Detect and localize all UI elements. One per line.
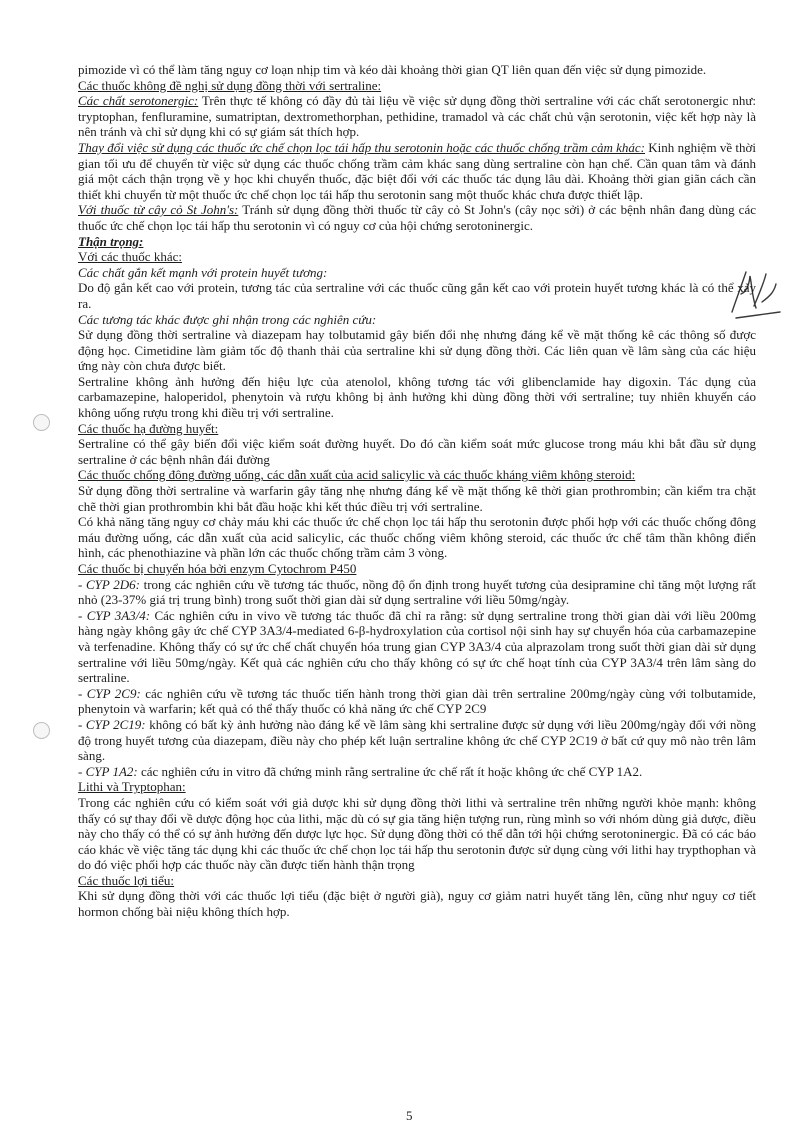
paragraph	[78, 249, 756, 265]
styled-text-segment: CYP 1A2:	[85, 763, 138, 779]
paragraph	[78, 436, 756, 467]
styled-text-segment: Các thuốc lợi tiểu:	[78, 872, 175, 888]
paragraph	[78, 93, 756, 140]
text-segment: pimozide vì có thể làm tăng nguy cơ loạn nhịp tim và kéo dài khoảng thời gian QT liên quan đến việc sử dụng pimozide.	[78, 62, 707, 77]
paragraph	[78, 873, 756, 889]
styled-text-segment: Lithi và Tryptophan:	[78, 779, 186, 795]
paragraph	[78, 280, 756, 311]
text-segment: Tránh sử dụng đồng thời thuốc từ cây cỏ St John's (cây nọc sởi) ở các bệnh nhân đang dùng các thuốc ức chế chọn lọc tái hấp thu serotonin vì có nguy cơ của hội chứng serotoninergic.	[78, 202, 756, 233]
paragraph	[78, 717, 756, 764]
text-segment: không có bất kỳ ảnh hưởng nào đáng kể về lâm sàng khi sertraline được sử dụng với liều 200mg/ngày đối với nồng độ trong huyết tương của diazepam, điều này cho phép kết luận sertraline không ức chế CYP 2C19 ở bất cứ quy mô nào trên lâm sàng.	[78, 716, 756, 764]
paragraph	[78, 779, 756, 795]
document-body	[78, 62, 756, 920]
text-segment: Các nghiên cứu in vivo về tương tác thuốc đã chỉ ra rằng: sử dụng sertraline trong thời gian dài với liều 200mg hàng ngày không gây ức chế CYP 3A3/4-mediated 6-β-hydroxylation của cortisol nội sinh hay sự chuyển hóa của carbamazepine và terfenadine. Không thấy có sự ức chế chất chuyển hóa trung gian CYP 3A3/4 của alprazolam trong suốt thời gian dài sử dụng sertraline với liều 50mg/ngày. Kết quả các nghiên cứu cho thấy không có sự ức chế hoạt tính của CYP 3A3/4 trên lâm sàng do sertraline.	[78, 607, 756, 686]
text-segment: Do độ gắn kết cao với protein, tương tác của sertraline với các thuốc cũng gắn kết cao với protein huyết tương khác là có thể xảy ra.	[78, 280, 756, 311]
paragraph	[78, 374, 756, 421]
paragraph	[78, 327, 756, 374]
paragraph	[78, 78, 756, 94]
styled-text-segment: Các tương tác khác được ghi nhận trong các nghiên cứu:	[78, 311, 377, 327]
paragraph	[78, 686, 756, 717]
styled-text-segment: CYP 2C19:	[85, 716, 146, 732]
paragraph	[78, 234, 756, 250]
punch-hole-bottom	[33, 722, 50, 739]
styled-text-segment: Các thuốc bị chuyển hóa bởi enzym Cytochrom P450	[78, 561, 357, 576]
text-segment: Sử dụng đồng thời sertraline và warfarin gây tăng nhẹ nhưng đáng kể về mặt thống kê thời gian prothrombin; cần kiểm tra chặt chẽ thời gian prothrombin khi bắt đầu hoặc khi kết thúc điều trị với sertraline.	[78, 483, 756, 514]
text-segment: Sertraline có thể gây biến đổi việc kiểm soát đường huyết. Do đó cần kiểm soát mức glucose trong máu khi bắt đầu sử dụng sertraline ở các bệnh nhân đái đường	[78, 436, 756, 467]
styled-text-segment: Thay đổi việc sử dụng các thuốc ức chế chọn lọc tái hấp thu serotonin hoặc các thuốc chống trầm cảm khác:	[78, 139, 646, 155]
text-segment: Trong các nghiên cứu có kiểm soát với giả dược khi sử dụng đồng thời lithi và sertraline trên những người khỏe mạnh: không thấy có sự thay đổi về dược động học của lithi, mặc dù có sự gia tăng hiện tượng run, rùng mình so với nhóm dùng giả dược, điều này cho thấy có thể có sự ảnh hưởng đến dược lực học. Sử dụng đồng thời có thể dẫn tới hội chứng serotoninergic. Đã có các báo cáo khác về việc tăng tác dụng khi các thuốc ức chế chọn lọc tái hấp thu serotonin được sử dụng cùng với lithi hay trypthophan và do đó việc phối hợp các thuốc này cần được tiến hành thận trọng	[78, 794, 756, 873]
text-segment: Sertraline không ảnh hưởng đến hiệu lực của atenolol, không tương tác với glibenclamide hay digoxin. Tác dụng của carbamazepine, haloperidol, phenytoin và rượu không bị ảnh hưởng khi dùng đồng thời với sertraline; tuy nhiên khuyến cáo không uống rượu trong khi điều trị với sertraline.	[78, 373, 756, 421]
paragraph	[78, 312, 756, 328]
styled-text-segment: Các thuốc hạ đường huyết:	[78, 420, 219, 436]
text-segment: -	[78, 763, 86, 779]
text-segment: trong các nghiên cứu về tương tác thuốc, nồng độ ổn định trong huyết tương của desipramine chỉ tăng một lượng rất nhỏ (23-37% giá trị trung bình) trong suốt thời gian dài sử dụng sertraline với liều 50mg/ngày.	[78, 576, 756, 608]
styled-text-segment: Các chất gắn kết mạnh với protein huyết tương:	[78, 264, 328, 280]
styled-text-segment: CYP 3A3/4:	[86, 607, 151, 623]
paragraph	[78, 608, 756, 686]
paragraph	[78, 265, 756, 281]
text-segment: -	[78, 576, 86, 592]
text-segment: Sử dụng đồng thời sertraline và diazepam hay tolbutamid gây biến đổi nhẹ nhưng đáng kể về mặt thống kê các thông số được động học. Cimetidine làm giảm tốc độ thanh thải của sertraline khi sử dụng đồng thời. Các liên quan về lâm sàng của các hiệu ứng này còn chưa được biết.	[78, 327, 756, 374]
styled-text-segment: CYP 2C9:	[86, 685, 141, 701]
text-segment: các nghiên cứu về tương tác thuốc tiến hành trong thời gian dài trên sertraline 200mg/ngày cùng với tolbutamide, phenytoin và warfarin; kết quả có thể thấy thuốc có khả năng ức chế CYP 2C9	[78, 685, 756, 717]
paragraph	[78, 514, 756, 561]
text-segment: Kinh nghiệm về thời gian tối ưu để chuyển từ việc sử dụng các thuốc chống trầm cảm khác sang dùng sertraline còn hạn chế. Cần quan tâm và đánh giá một cách thận trọng về y học khi chuyển thuốc, đặc biệt đổi với các thuốc tác dụng lâu dài. Khoảng thời gian giãn cách cần thiết khi chuyển từ một thuốc ức chế chọn lọc tái hấp thu serotonin sang một thuốc khác chưa được thiết lập.	[78, 139, 756, 202]
styled-text-segment: Các thuốc chống đông đường uống, các dẫn xuất của acid salicylic và các thuốc kháng viêm không steroid:	[78, 467, 636, 483]
paragraph	[78, 561, 756, 577]
paragraph	[78, 795, 756, 873]
paragraph	[78, 62, 756, 78]
text-segment: -	[78, 685, 87, 701]
styled-text-segment: CYP 2D6:	[85, 576, 140, 592]
paragraph	[78, 764, 756, 780]
paragraph	[78, 483, 756, 514]
paragraph	[78, 467, 756, 483]
styled-text-segment: Với thuốc từ cây cỏ St John's:	[78, 202, 239, 218]
text-segment: Khi sử dụng đồng thời với các thuốc lợi tiểu (đặc biệt ở người già), nguy cơ giảm natri huyết tăng lên, cũng như nguy cơ tiết hormon chống bài niệu không thích hợp.	[78, 888, 756, 920]
paragraph	[78, 202, 756, 233]
paragraph	[78, 888, 756, 919]
punch-hole-top	[33, 414, 50, 431]
styled-text-segment: Thận trọng:	[78, 233, 144, 249]
text-segment: Có khả năng tăng nguy cơ chảy máu khi các thuốc ức chế chọn lọc tái hấp thu serotonin được phối hợp với các thuốc chống đông máu đường uống, các dẫn xuất của acid salicylic, các thuốc chống viêm không steroid, các thuốc ức chế tâm thần không điển hình, các phenothiazine và phần lớn các thuốc chống trầm cảm 3 vòng.	[78, 514, 756, 561]
text-segment: các nghiên cứu in vitro đã chứng minh rằng sertraline ức chế rất ít hoặc không ức chế CYP 1A2.	[137, 763, 643, 779]
styled-text-segment: Các chất serotonergic:	[78, 93, 199, 109]
styled-text-segment: Với các thuốc khác:	[78, 249, 182, 265]
page-number: 5	[406, 1108, 413, 1123]
paragraph	[78, 421, 756, 437]
styled-text-segment: Các thuốc không đề nghị sử dụng đồng thời với sertraline:	[78, 77, 382, 93]
text-segment: -	[78, 607, 87, 623]
text-segment: Trên thực tế không có đầy đủ tài liệu về việc sử dụng đồng thời sertraline với các chất serotonergic như: tryptophan, fenfluramine, sumatriptan, dextromethorphan, pethidine, tramadol và các chất chủ vận serotonin, việc kết hợp này là nên tránh và chỉ sử dụng khi có sự giám sát thích hợp.	[78, 93, 757, 140]
text-segment: -	[78, 716, 86, 732]
paragraph	[78, 577, 756, 608]
paragraph	[78, 140, 756, 202]
